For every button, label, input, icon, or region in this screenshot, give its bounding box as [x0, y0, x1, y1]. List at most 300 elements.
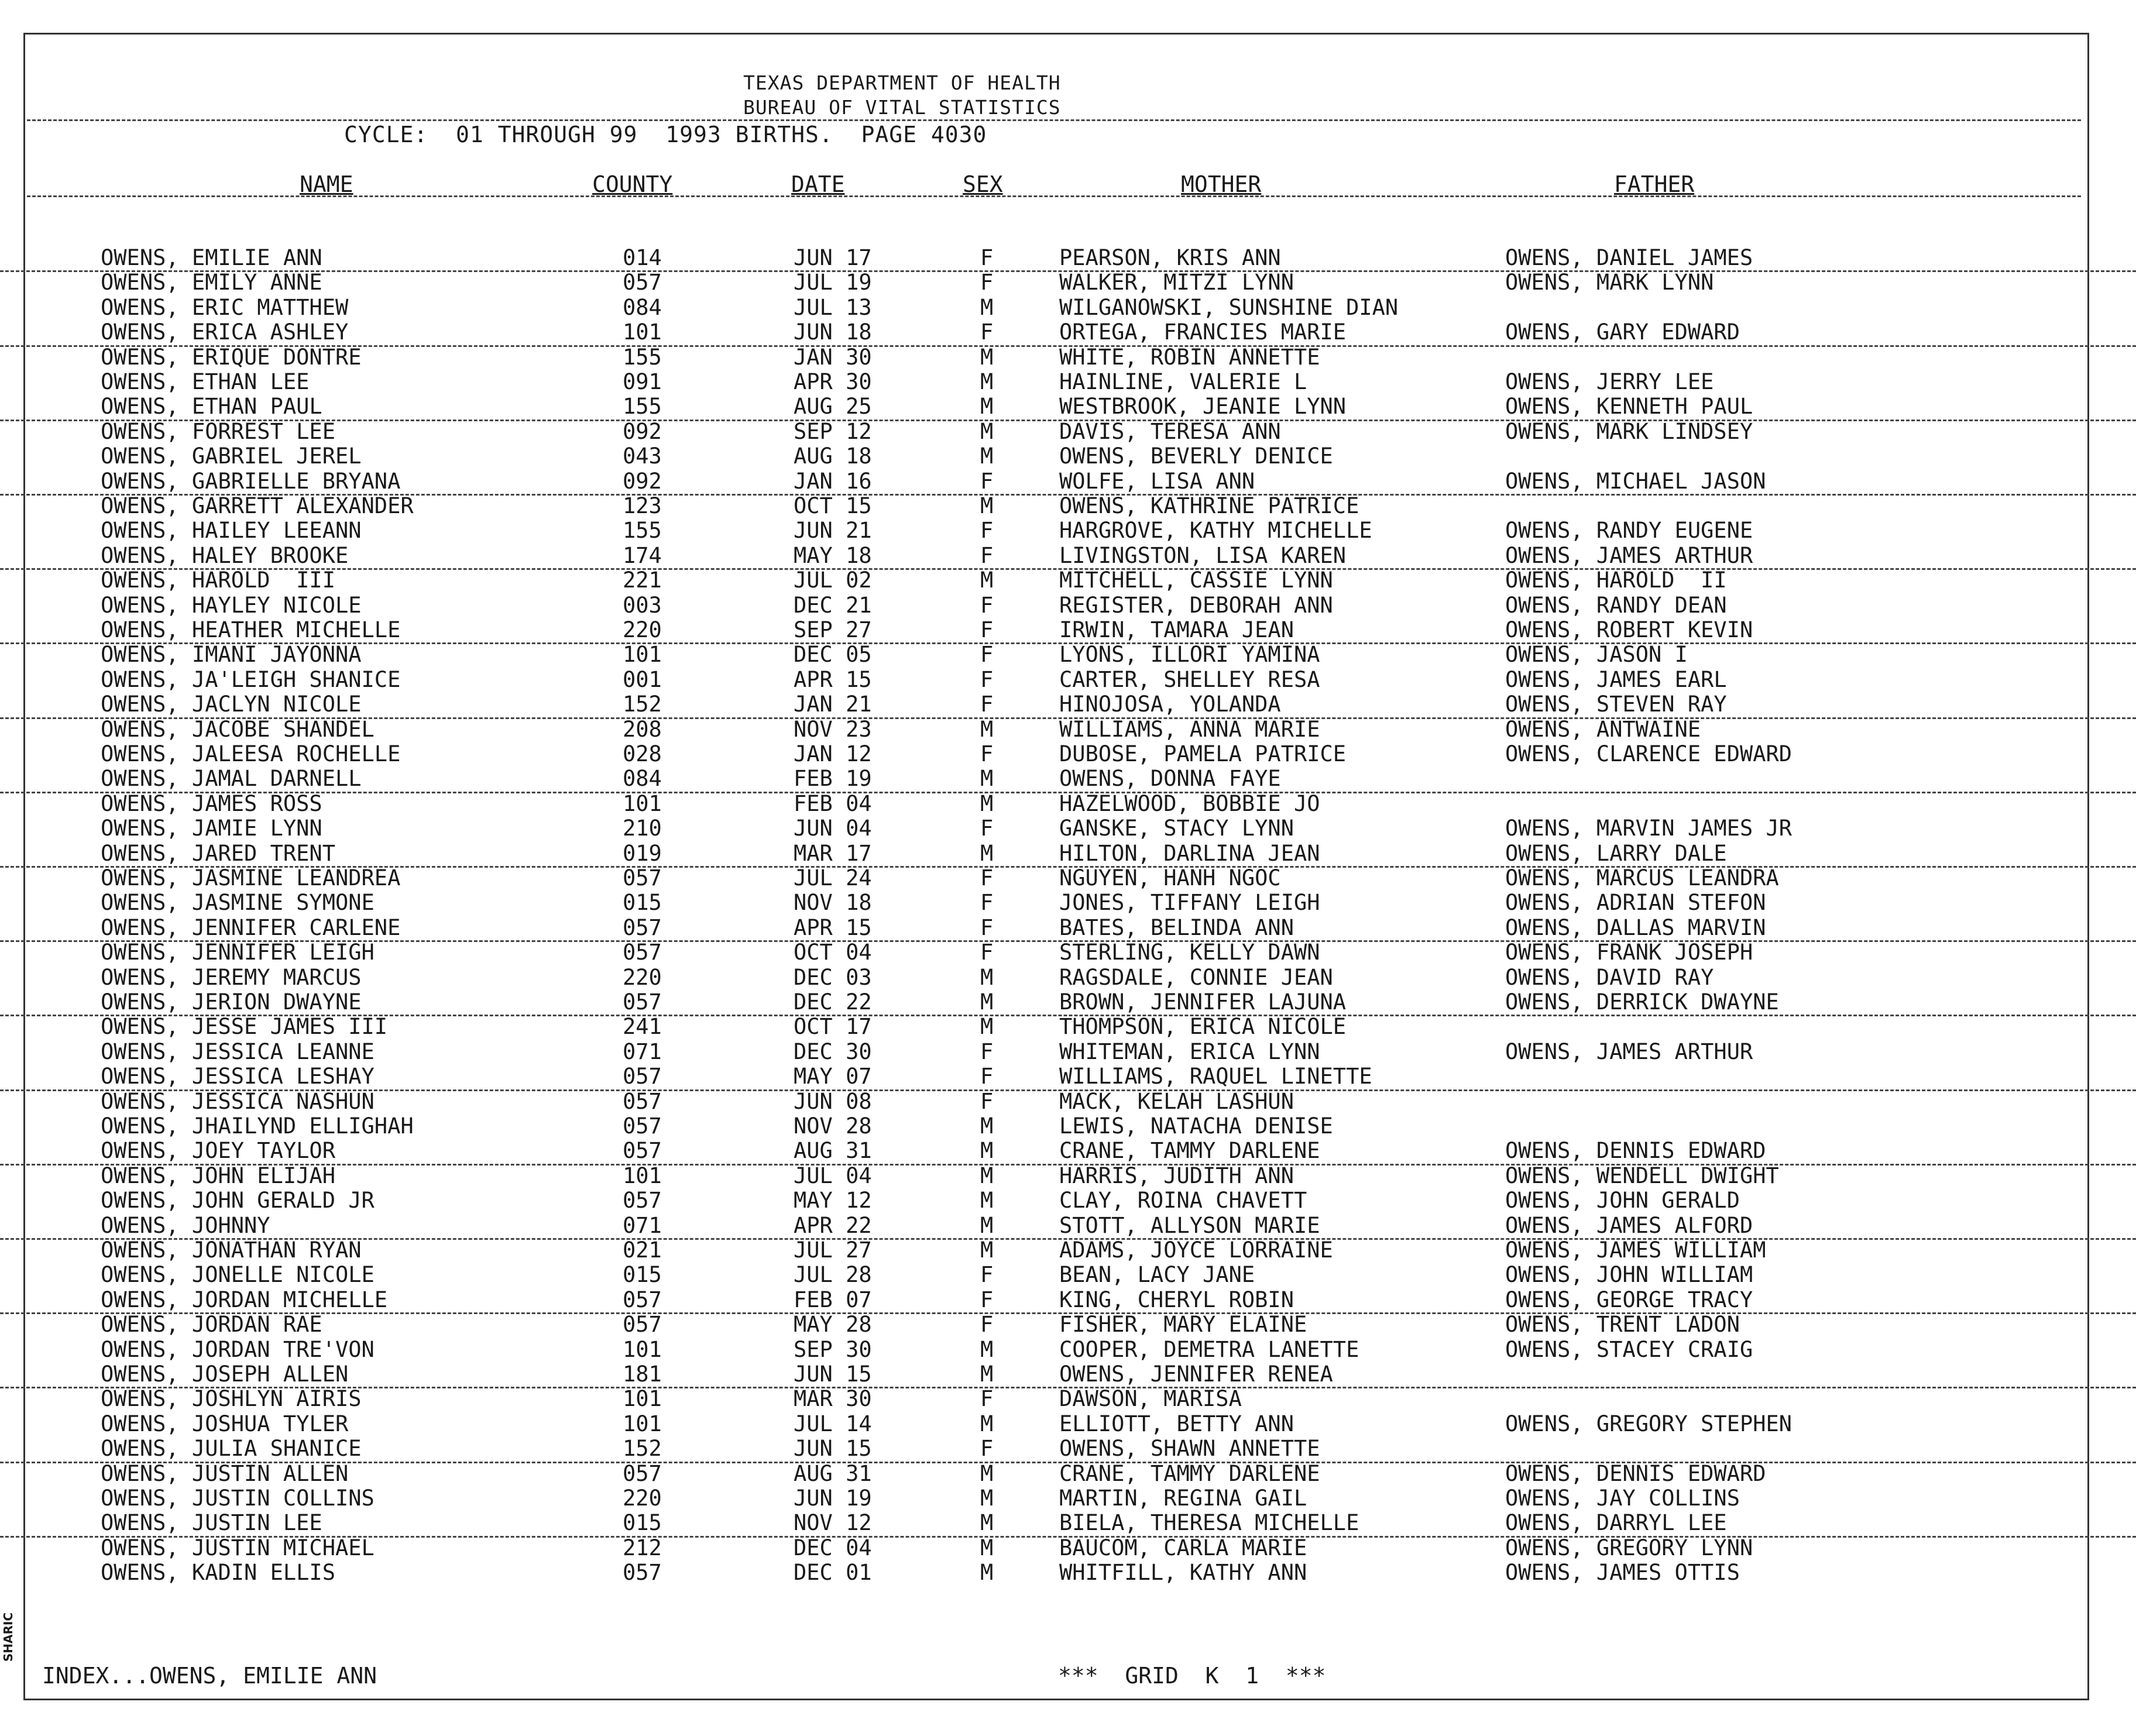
record-name: OWENS, EMILIE ANN [101, 245, 322, 270]
record-county: 003 [623, 592, 662, 618]
record-name: OWENS, JA'LEIGH SHANICE [101, 666, 401, 692]
record-sex: F [980, 542, 994, 568]
record-father: OWENS, WENDELL DWIGHT [1505, 1163, 1779, 1188]
record-sex: F [980, 1386, 994, 1412]
record-county: 057 [623, 1064, 662, 1089]
record-father: OWENS, DENNIS EDWARD [1505, 1460, 1766, 1486]
record-father: OWENS, FRANK JOSEPH [1505, 940, 1753, 965]
record-row [0, 766, 2136, 793]
record-mother: WILLIAMS, ANNA MARIE [1059, 716, 1320, 742]
record-date: OCT 15 [794, 493, 872, 518]
record-date: MAY 12 [794, 1188, 872, 1214]
record-sex: F [980, 741, 994, 766]
record-name: OWENS, JESSICA LEANNE [101, 1039, 375, 1064]
record-name: OWENS, JESSICA LESHAY [101, 1064, 375, 1089]
record-name: OWENS, JORDAN MICHELLE [101, 1287, 388, 1312]
record-row [0, 469, 2136, 496]
record-name: OWENS, JOSEPH ALLEN [101, 1362, 349, 1387]
record-sex: M [980, 1113, 994, 1139]
record-date: DEC 30 [794, 1039, 872, 1064]
record-name: OWENS, JULIA SHANICE [101, 1436, 362, 1462]
record-county: 001 [623, 666, 662, 692]
record-name: OWENS, JOSHUA TYLER [101, 1411, 349, 1436]
record-row [0, 841, 2136, 868]
record-date: JAN 16 [794, 468, 872, 494]
record-mother: FISHER, MARY ELAINE [1059, 1312, 1307, 1338]
record-mother: HAINLINE, VALERIE L [1059, 369, 1307, 394]
record-mother: WHITEMAN, ERICA LYNN [1059, 1039, 1320, 1064]
record-name: OWENS, JONATHAN RYAN [101, 1237, 362, 1263]
record-father: OWENS, LARRY DALE [1505, 840, 1727, 866]
record-county: 015 [623, 1262, 662, 1288]
record-name: OWENS, JASMINE SYMONE [101, 890, 375, 916]
record-row [0, 345, 2136, 370]
record-county: 057 [623, 865, 662, 891]
record-father: OWENS, DENNIS EDWARD [1505, 1138, 1766, 1164]
record-mother: HARGROVE, KATHY MICHELLE [1059, 518, 1372, 544]
record-county: 057 [623, 940, 662, 965]
record-name: OWENS, HAILEY LEEANN [101, 518, 362, 544]
record-county: 152 [623, 1436, 662, 1462]
record-sex: M [980, 1336, 994, 1362]
record-father: OWENS, TRENT LADON [1505, 1312, 1740, 1338]
record-mother: DUBOSE, PAMELA PATRICE [1059, 741, 1347, 766]
record-mother: WESTBROOK, JEANIE LYNN [1059, 394, 1347, 420]
record-date: JUN 04 [794, 816, 872, 841]
record-mother: THOMPSON, ERICA NICOLE [1059, 1014, 1347, 1040]
record-date: NOV 28 [794, 1113, 872, 1139]
record-father: OWENS, GREGORY LYNN [1505, 1535, 1753, 1560]
record-mother: OWENS, KATHRINE PATRICE [1059, 493, 1359, 518]
record-mother: ORTEGA, FRANCIES MARIE [1059, 319, 1347, 345]
record-name: OWENS, JUSTIN ALLEN [101, 1460, 349, 1486]
record-name: OWENS, ERIQUE DONTRE [101, 344, 362, 370]
record-name: OWENS, JUSTIN LEE [101, 1510, 322, 1536]
record-date: APR 30 [794, 369, 872, 394]
record-father: OWENS, STACEY CRAIG [1505, 1336, 1753, 1362]
record-county: 057 [623, 1088, 662, 1114]
record-row [0, 916, 2136, 942]
record-name: OWENS, JOHNNY [101, 1212, 270, 1238]
record-sex: F [980, 592, 994, 618]
record-county: 174 [623, 542, 662, 568]
record-county: 057 [623, 270, 662, 295]
record-row [0, 1139, 2136, 1165]
record-father: OWENS, HAROLD II [1505, 568, 1727, 593]
record-sex: F [980, 270, 994, 295]
record-name: OWENS, ERIC MATTHEW [101, 294, 349, 320]
record-county: 057 [623, 1287, 662, 1312]
record-row [0, 940, 2136, 965]
record-county: 155 [623, 394, 662, 420]
record-sex: M [980, 1460, 994, 1486]
record-county: 084 [623, 766, 662, 792]
record-date: JUN 15 [794, 1362, 872, 1387]
record-mother: KING, CHERYL ROBIN [1059, 1287, 1294, 1312]
record-sex: M [980, 1188, 994, 1214]
record-name: OWENS, FORREST LEE [101, 418, 335, 444]
record-county: 092 [623, 418, 662, 444]
footer-grid: *** GRID K 1 *** [1058, 1663, 1326, 1689]
record-row [0, 1040, 2136, 1064]
record-name: OWENS, JAMIE LYNN [101, 816, 322, 841]
record-row [0, 1387, 2136, 1411]
record-mother: COOPER, DEMETRA LANETTE [1059, 1336, 1359, 1362]
record-date: AUG 18 [794, 444, 872, 469]
record-row [0, 518, 2136, 543]
record-father: OWENS, DANIEL JAMES [1505, 245, 1753, 270]
record-county: 155 [623, 518, 662, 544]
record-name: OWENS, KADIN ELLIS [101, 1560, 335, 1586]
record-row [0, 642, 2136, 667]
record-county: 101 [623, 319, 662, 345]
record-sex: F [980, 1436, 994, 1462]
record-name: OWENS, JERION DWAYNE [101, 989, 362, 1015]
record-mother: WOLFE, LISA ANN [1059, 468, 1255, 494]
record-name: OWENS, JHAILYND ELLIGHAH [101, 1113, 414, 1139]
record-father: OWENS, ROBERT KEVIN [1505, 617, 1753, 642]
record-father: OWENS, MARK LINDSEY [1505, 418, 1753, 444]
record-mother: LYONS, ILLORI YAMINA [1059, 642, 1320, 668]
record-date: SEP 30 [794, 1336, 872, 1362]
record-name: OWENS, JOHN ELIJAH [101, 1163, 335, 1188]
record-date: DEC 01 [794, 1560, 872, 1586]
record-sex: M [980, 1212, 994, 1238]
record-father: OWENS, GARY EDWARD [1505, 319, 1740, 345]
record-sex: M [980, 1163, 994, 1188]
record-sex: F [980, 518, 994, 544]
record-father: OWENS, ADRIAN STEFON [1505, 890, 1766, 916]
record-row [0, 494, 2136, 518]
column-header-date: DATE [791, 171, 845, 197]
record-date: FEB 07 [794, 1287, 872, 1312]
record-sex: M [980, 1560, 994, 1586]
record-name: OWENS, JEREMY MARCUS [101, 964, 362, 990]
record-father: OWENS, GEORGE TRACY [1505, 1287, 1753, 1312]
record-row [0, 1263, 2136, 1287]
record-name: OWENS, JONELLE NICOLE [101, 1262, 375, 1288]
record-date: JUL 19 [794, 270, 872, 295]
record-father: OWENS, GREGORY STEPHEN [1505, 1411, 1792, 1436]
record-date: JUL 27 [794, 1237, 872, 1263]
record-mother: MARTIN, REGINA GAIL [1059, 1486, 1307, 1511]
record-row [0, 866, 2136, 891]
record-county: 101 [623, 1411, 662, 1436]
department-title: TEXAS DEPARTMENT OF HEALTH [743, 71, 1061, 94]
header-rule [27, 119, 2081, 121]
record-name: OWENS, JACLYN NICOLE [101, 692, 362, 717]
record-county: 057 [623, 1113, 662, 1139]
record-date: AUG 31 [794, 1138, 872, 1164]
record-father: OWENS, JERRY LEE [1505, 369, 1714, 394]
record-mother: GANSKE, STACY LYNN [1059, 816, 1294, 841]
record-row [0, 1312, 2136, 1337]
record-father: OWENS, JOHN GERALD [1505, 1188, 1740, 1214]
record-date: AUG 25 [794, 394, 872, 420]
record-sex: M [980, 1510, 994, 1536]
record-father: OWENS, JAMES WILLIAM [1505, 1237, 1766, 1263]
record-date: JUN 21 [794, 518, 872, 544]
record-row [0, 1362, 2136, 1388]
record-date: APR 15 [794, 666, 872, 692]
record-name: OWENS, JORDAN TRE'VON [101, 1336, 375, 1362]
record-row [0, 568, 2136, 593]
record-row [0, 816, 2136, 841]
record-date: MAY 07 [794, 1064, 872, 1089]
record-row [0, 1436, 2136, 1463]
record-mother: HILTON, DARLINA JEAN [1059, 840, 1320, 866]
record-mother: PEARSON, KRIS ANN [1059, 245, 1281, 270]
record-row [0, 444, 2136, 469]
record-row [0, 420, 2136, 444]
record-date: APR 15 [794, 915, 872, 940]
record-county: 208 [623, 716, 662, 742]
footer-index: INDEX...OWENS, EMILIE ANN [42, 1663, 377, 1689]
record-mother: HAZELWOOD, BOBBIE JO [1059, 790, 1320, 816]
record-mother: OWENS, SHAWN ANNETTE [1059, 1436, 1320, 1462]
record-father: OWENS, MARCUS LEANDRA [1505, 865, 1779, 891]
record-sex: M [980, 418, 994, 444]
record-sex: F [980, 940, 994, 965]
record-date: NOV 12 [794, 1510, 872, 1536]
record-mother: WILLIAMS, RAQUEL LINETTE [1059, 1064, 1372, 1089]
record-sex: F [980, 692, 994, 717]
record-name: OWENS, GABRIELLE BRYANA [101, 468, 401, 494]
record-mother: OWENS, DONNA FAYE [1059, 766, 1281, 792]
record-name: OWENS, ERICA ASHLEY [101, 319, 349, 345]
record-sex: M [980, 989, 994, 1015]
record-sex: M [980, 766, 994, 792]
record-name: OWENS, JOHN GERALD JR [101, 1188, 375, 1214]
record-father: OWENS, DALLAS MARVIN [1505, 915, 1766, 940]
record-date: JUN 08 [794, 1088, 872, 1114]
record-sex: F [980, 642, 994, 668]
record-date: JAN 21 [794, 692, 872, 717]
record-county: 057 [623, 915, 662, 940]
record-date: JUN 18 [794, 319, 872, 345]
record-date: JUL 04 [794, 1163, 872, 1188]
record-name: OWENS, JUSTIN COLLINS [101, 1486, 375, 1511]
record-date: FEB 19 [794, 766, 872, 792]
record-date: SEP 12 [794, 418, 872, 444]
record-county: 181 [623, 1362, 662, 1387]
record-date: APR 22 [794, 1212, 872, 1238]
record-date: SEP 27 [794, 617, 872, 642]
record-date: JUL 24 [794, 865, 872, 891]
record-county: 057 [623, 989, 662, 1015]
record-county: 155 [623, 344, 662, 370]
record-sex: F [980, 1262, 994, 1288]
record-mother: MITCHELL, CASSIE LYNN [1059, 568, 1333, 593]
record-county: 015 [623, 890, 662, 916]
record-date: DEC 04 [794, 1535, 872, 1560]
record-name: OWENS, JARED TRENT [101, 840, 335, 866]
record-date: MAR 30 [794, 1386, 872, 1412]
record-row [0, 270, 2136, 295]
record-row [0, 1238, 2136, 1263]
record-county: 043 [623, 444, 662, 469]
record-sex: M [980, 344, 994, 370]
record-county: 101 [623, 1163, 662, 1188]
record-date: AUG 31 [794, 1460, 872, 1486]
record-county: 071 [623, 1039, 662, 1064]
record-mother: STERLING, KELLY DAWN [1059, 940, 1320, 965]
record-date: OCT 04 [794, 940, 872, 965]
column-header-rule [27, 195, 2081, 197]
record-sex: F [980, 1088, 994, 1114]
record-row [0, 717, 2136, 742]
record-sex: F [980, 816, 994, 841]
record-sex: M [980, 964, 994, 990]
record-row [0, 692, 2136, 719]
record-date: DEC 21 [794, 592, 872, 618]
record-county: 220 [623, 617, 662, 642]
record-sex: F [980, 1287, 994, 1312]
record-county: 220 [623, 1486, 662, 1511]
record-date: DEC 05 [794, 642, 872, 668]
record-county: 091 [623, 369, 662, 394]
record-father: OWENS, STEVEN RAY [1505, 692, 1727, 717]
record-father: OWENS, JAMES ALFORD [1505, 1212, 1753, 1238]
record-row [0, 1560, 2136, 1585]
record-sex: M [980, 1535, 994, 1560]
record-sex: M [980, 1138, 994, 1164]
record-name: OWENS, JASMINE LEANDREA [101, 865, 401, 891]
cycle-line: CYCLE: 01 THROUGH 99 1993 BIRTHS. PAGE 4030 [344, 122, 987, 147]
column-header-father: FATHER [1614, 171, 1695, 197]
record-mother: ELLIOTT, BETTY ANN [1059, 1411, 1294, 1436]
record-county: 101 [623, 1336, 662, 1362]
record-mother: BROWN, JENNIFER LAJUNA [1059, 989, 1347, 1015]
record-sex: M [980, 493, 994, 518]
column-header-county: COUNTY [592, 171, 673, 197]
record-father: OWENS, KENNETH PAUL [1505, 394, 1753, 420]
record-row [0, 1114, 2136, 1139]
record-date: MAR 17 [794, 840, 872, 866]
record-date: JUL 02 [794, 568, 872, 593]
record-sex: M [980, 369, 994, 394]
record-county: 014 [623, 245, 662, 270]
record-sex: M [980, 568, 994, 593]
record-name: OWENS, ETHAN LEE [101, 369, 310, 394]
record-sex: F [980, 890, 994, 916]
record-row [0, 1089, 2136, 1114]
record-name: OWENS, JAMES ROSS [101, 790, 322, 816]
record-mother: WHITFILL, KATHY ANN [1059, 1560, 1307, 1586]
record-date: JUN 19 [794, 1486, 872, 1511]
record-row [0, 246, 2136, 272]
record-date: NOV 23 [794, 716, 872, 742]
record-sex: F [980, 666, 994, 692]
record-name: OWENS, ETHAN PAUL [101, 394, 322, 420]
record-father: OWENS, CLARENCE EDWARD [1505, 741, 1792, 766]
record-mother: JONES, TIFFANY LEIGH [1059, 890, 1320, 916]
record-mother: NGUYEN, HANH NGOC [1059, 865, 1281, 891]
record-row [0, 668, 2136, 692]
record-county: 092 [623, 468, 662, 494]
record-date: MAY 18 [794, 542, 872, 568]
record-name: OWENS, JACOBE SHANDEL [101, 716, 375, 742]
record-row [0, 1511, 2136, 1537]
record-sex: M [980, 840, 994, 866]
record-date: JUL 28 [794, 1262, 872, 1288]
record-name: OWENS, JOSHLYN AIRIS [101, 1386, 362, 1412]
record-name: OWENS, GABRIEL JEREL [101, 444, 362, 469]
record-row [0, 320, 2136, 346]
record-mother: STOTT, ALLYSON MARIE [1059, 1212, 1320, 1238]
record-date: JAN 30 [794, 344, 872, 370]
record-date: FEB 04 [794, 790, 872, 816]
record-father: OWENS, MICHAEL JASON [1505, 468, 1766, 494]
record-father: OWENS, JAMES EARL [1505, 666, 1727, 692]
record-name: OWENS, JOEY TAYLOR [101, 1138, 335, 1164]
record-row [0, 593, 2136, 618]
record-date: OCT 17 [794, 1014, 872, 1040]
record-county: 101 [623, 790, 662, 816]
record-mother: IRWIN, TAMARA JEAN [1059, 617, 1294, 642]
record-county: 101 [623, 642, 662, 668]
record-sex: M [980, 394, 994, 420]
record-name: OWENS, JAMAL DARNELL [101, 766, 362, 792]
record-row [0, 295, 2136, 320]
record-date: JUN 15 [794, 1436, 872, 1462]
record-father: OWENS, JASON I [1505, 642, 1688, 668]
record-county: 021 [623, 1237, 662, 1263]
record-mother: CLAY, ROINA CHAVETT [1059, 1188, 1307, 1214]
record-row [0, 544, 2136, 570]
record-date: JUL 14 [794, 1411, 872, 1436]
record-name: OWENS, EMILY ANNE [101, 270, 322, 295]
record-county: 210 [623, 816, 662, 841]
record-row [0, 990, 2136, 1016]
record-father: OWENS, JAMES ARTHUR [1505, 1039, 1753, 1064]
record-sex: M [980, 716, 994, 742]
record-row [0, 370, 2136, 394]
record-sex: M [980, 444, 994, 469]
record-mother: HINOJOSA, YOLANDA [1059, 692, 1281, 717]
record-county: 028 [623, 741, 662, 766]
record-county: 241 [623, 1014, 662, 1040]
record-sex: F [980, 245, 994, 270]
record-name: OWENS, HAYLEY NICOLE [101, 592, 362, 618]
record-county: 152 [623, 692, 662, 717]
record-name: OWENS, JORDAN RAE [101, 1312, 322, 1338]
record-mother: CRANE, TAMMY DARLENE [1059, 1138, 1320, 1164]
record-father: OWENS, JAY COLLINS [1505, 1486, 1740, 1511]
record-county: 101 [623, 1386, 662, 1412]
record-date: JUL 13 [794, 294, 872, 320]
record-sex: F [980, 1064, 994, 1089]
record-row [0, 792, 2136, 816]
record-name: OWENS, JALEESA ROCHELLE [101, 741, 401, 766]
record-mother: CARTER, SHELLEY RESA [1059, 666, 1320, 692]
record-father: OWENS, DARRYL LEE [1505, 1510, 1727, 1536]
record-row [0, 891, 2136, 915]
record-mother: WALKER, MITZI LYNN [1059, 270, 1294, 295]
record-sex: M [980, 1362, 994, 1387]
column-header-sex: SEX [963, 171, 1003, 197]
record-row [0, 1064, 2136, 1091]
record-name: OWENS, GARRETT ALEXANDER [101, 493, 414, 518]
record-sex: M [980, 1486, 994, 1511]
record-mother: MACK, KELAH LASHUN [1059, 1088, 1294, 1114]
record-father: OWENS, RANDY DEAN [1505, 592, 1727, 618]
record-row [0, 394, 2136, 421]
column-header-mother: MOTHER [1181, 171, 1262, 197]
record-row [0, 1412, 2136, 1436]
record-row [0, 1462, 2136, 1486]
record-date: DEC 03 [794, 964, 872, 990]
